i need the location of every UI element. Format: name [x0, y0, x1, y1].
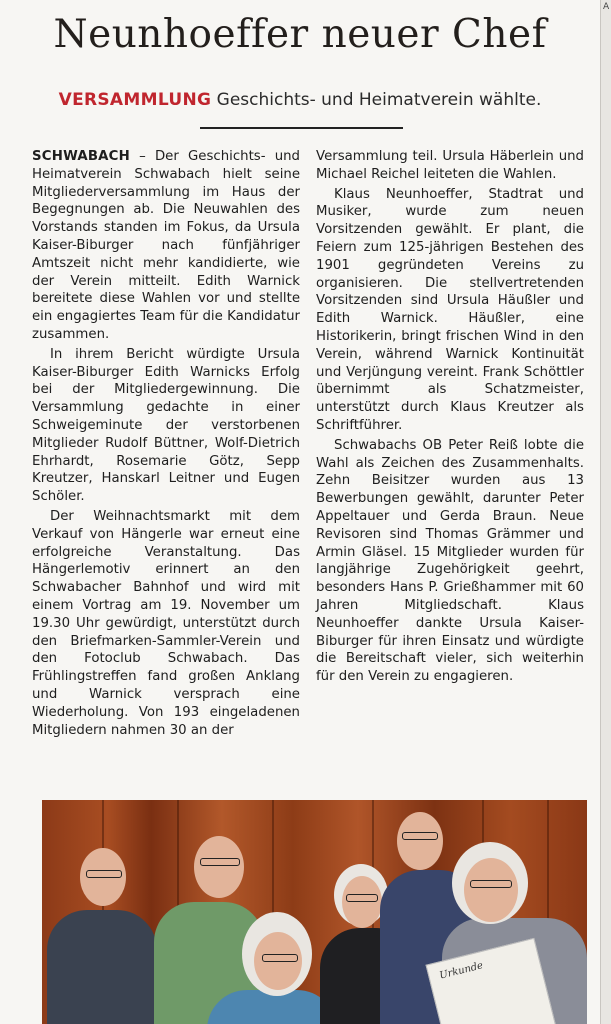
paragraph: Schwabachs OB Peter Reiß lobte die Wahl als Zeichen des Zusammenhalts. Zehn Beisitzer wurden aus 13 Bewerbungen gewählt, darunter Peter Appeltauer und Gerda Braun. Neue Revisoren sind Thomas Grämmer und Armin Gläsel. 15 Mitglieder wurden für langjährige Zugehörigkeit geehrt, besonders Hans P. Grießhammer mit 60 Jahren Mitgliedschaft. Klaus Neunhoeffer dankte Ursula Kaiser-Biburger für ihren Einsatz und würdigte die Bereitschaft vieler, sich weiterhin für den Verein zu engagieren. [316, 437, 584, 685]
subheadline-row [0, 90, 600, 110]
paragraph: Versammlung teil. Ursula Häberlein und Michael Reichel leiteten die Wahlen. [316, 149, 584, 182]
subheadline: Geschichts- und Heimatverein wählte. [216, 90, 542, 110]
group-photo [42, 800, 587, 1024]
paragraph [32, 148, 300, 344]
adjacent-page-edge [600, 0, 611, 1024]
dateline: SCHWABACH [32, 149, 130, 164]
paragraph: Klaus Neunhoeffer, Stadtrat und Musiker, wurde zum neuen Vorsitzenden gewählt. Er plant, die Feiern zum 125-jährigen Bestehen des 1901 gegründeten Vereins zu organisieren. Die stellvertretenden Vorsitzenden sind Ursula Häußler und Edith Warnick. Häußler, eine Historikerin, bringt frischen Wind in den Verein, während Warnick Kontinuität und Verjüngung vereint. Frank Schöttler übernimmt als Schatzmeister, unterstützt durch Klaus Kreutzer als Schriftführer. [316, 186, 584, 433]
paragraph: In ihrem Bericht würdigte Ursula Kaiser-Biburger Edith Warnicks Erfolg bei der Mitgliedergewinnung. Die Versammlung gedachte in einer Schweigeminute der verstorbenen Mitglieder Rudolf Büttner, Wolf-Dietrich Ehrhardt, Rosemarie Götz, Sepp Kreutzer, Hanskarl Leitner und Eugen Schöler. [32, 346, 300, 505]
paragraph-text: – Der Geschichts- und Heimatverein Schwabach hielt seine Mitgliederversammlung im Haus der Begegnungen ab. Die Neuwahlen des Vorstands standen im Fokus, da Ursula Kaiser-Biburger nach fünfjähriger Amtszeit nicht mehr kandidierte, wie der Verein mitteilt. Edith Warnick bereitete diese Wahlen vor und stellte ein engagiertes Team für die Kandidatur zusammen. [32, 149, 300, 342]
certificate-title: Urkunde [438, 960, 485, 982]
article-column-2 [316, 148, 584, 686]
headline: Neunhoeffer neuer Chef [53, 12, 547, 57]
kicker: VERSAMMLUNG [58, 90, 212, 110]
paragraph: Der Weihnachtsmarkt mit dem Verkauf von Hängerle war erneut eine erfolgreiche Veranstaltung. Das Hängerlemotiv erinnert an den Schwabacher Bahnhof und wird mit einem Vortrag am 19. November um 19.30 Uhr gewürdigt, unterstützt durch den Briefmarken-Sammler-Verein und den Fotoclub Schwabach. Das Frühlingstreffen fand großen Anklang und Warnick versprach eine Wiederholung. Von 193 eingeladenen Mitgliedern nahmen 30 an der [32, 508, 300, 738]
article-column-1 [32, 148, 300, 739]
adjacent-page-fragment: A [603, 2, 610, 12]
headline-divider [200, 127, 403, 129]
